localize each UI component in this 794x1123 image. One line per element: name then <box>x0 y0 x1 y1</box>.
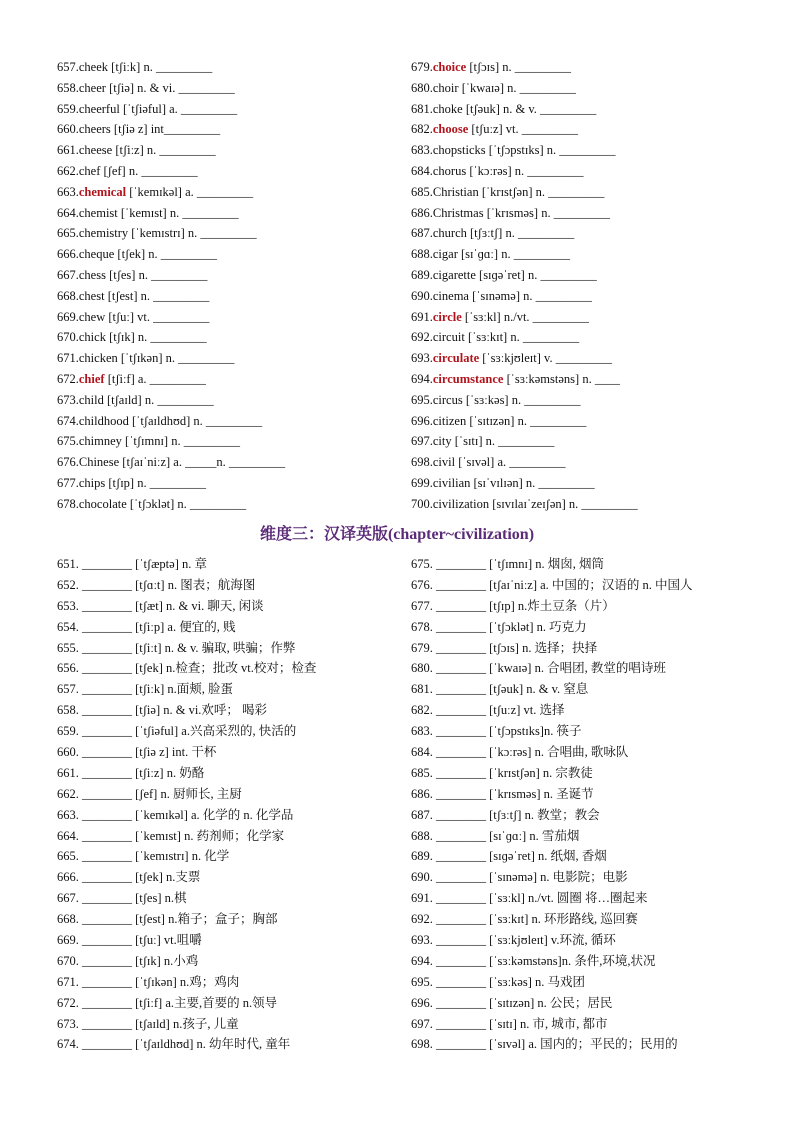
translation-entry: 698. ________ [ˈsɪvəl] a. 国内的；平民的；民用的 <box>411 1037 678 1052</box>
entry-word: cheerful <box>78 101 120 116</box>
translation-entry: 681. ________ [tʃəuk] n. & v. 窒息 <box>411 682 589 697</box>
entry-word: circumstance <box>432 371 504 386</box>
translation-entry: 673. ________ [tʃaɪld] n.孩子, 儿童 <box>57 1016 239 1031</box>
entry-phonetic-and-blank: [ˈkrɪsməs] n. _________ <box>483 205 610 220</box>
entry-phonetic-and-blank: [ˈsɪvəl] a. _________ <box>455 455 566 470</box>
entry-phonetic-and-blank: [tʃiːk] n. _________ <box>108 60 213 74</box>
entry-word: cheek <box>78 60 109 74</box>
translation-entry: 662. ________ [ʃef] n. 厨师长, 主厨 <box>57 786 242 801</box>
word-entry <box>411 78 741 99</box>
entry-word: chips <box>78 475 106 490</box>
entry-word: chef <box>78 163 101 178</box>
entry-phonetic-and-blank: [ˈsɜːkəs] n. _________ <box>462 392 581 407</box>
word-entry <box>411 57 741 78</box>
entry-word: choice <box>432 60 467 74</box>
word-entry <box>411 182 741 203</box>
translation-entry: 694. ________ [ˈsɜːkəmstəns]n. 条件,环境,状况 <box>411 953 656 968</box>
word-entry <box>57 78 387 99</box>
entry-phonetic-and-blank: [sɪˈvɪlɪən] n. _________ <box>470 475 595 490</box>
entry-number: 657. <box>57 60 79 74</box>
entry-number: 688. <box>411 247 433 262</box>
entry-number: 696. <box>411 413 433 428</box>
translation-entry: 672. ________ [tʃiːf] a.主要,首要的 n.领导 <box>57 995 278 1010</box>
entry-number: 691. <box>411 309 433 324</box>
word-entry <box>57 411 387 432</box>
entry-number: 686. <box>411 205 433 220</box>
entry-phonetic-and-blank: [ˈtʃɔklət] n. _________ <box>126 496 247 511</box>
translation-entry: 676. ________ [tʃaɪˈniːz] a. 中国的；汉语的 n. 中国人 <box>411 577 693 592</box>
section-title: 维度三：汉译英版(chapter~civilization) <box>259 526 535 543</box>
entry-phonetic-and-blank: [ˈsɪtɪ] n. _________ <box>451 434 555 449</box>
word-entry <box>57 369 387 390</box>
entry-word: city <box>432 434 452 449</box>
word-entry <box>411 494 741 515</box>
entry-phonetic-and-blank: [tʃiə z] int_________ <box>110 122 221 137</box>
entry-number: 685. <box>411 184 433 199</box>
entry-phonetic-and-blank: [tʃiə] n. & vi. _________ <box>105 80 235 95</box>
entry-word: cheese <box>78 143 113 158</box>
entry-number: 666. <box>57 247 79 262</box>
entry-number: 663. <box>57 184 79 199</box>
bottom-left-word-list <box>57 554 397 1055</box>
translation-entry: 683. ________ [ˈtʃɔpstɪks]n. 筷子 <box>411 724 582 739</box>
translation-entry: 658. ________ [tʃiə] n. & vi.欢呼； 喝彩 <box>57 703 268 718</box>
entry-number: 695. <box>411 392 433 407</box>
translation-entry: 656. ________ [tʃek] n.检查；批改 vt.校对；检查 <box>57 661 317 676</box>
translation-entry: 670. ________ [tʃɪk] n.小鸡 <box>57 953 199 968</box>
entry-word: cheer <box>78 80 106 95</box>
entry-phonetic-and-blank: [sɪvɪlaɪˈzeɪʃən] n. _________ <box>489 496 638 511</box>
entry-phonetic-and-blank: [ˈkemɪstrɪ] n. _________ <box>128 226 257 241</box>
translation-entry: 654. ________ [tʃiːp] a. 便宜的, 贱 <box>57 619 236 634</box>
entry-word: chemical <box>78 184 127 199</box>
translation-entry: 659. ________ [ˈtʃiəful] a.兴高采烈的, 快活的 <box>57 724 297 739</box>
translation-entry: 687. ________ [tʃɜːtʃ] n. 教堂；教会 <box>411 807 600 822</box>
entry-word: civilian <box>432 475 471 490</box>
entry-number: 690. <box>411 288 433 303</box>
translation-entry: 691. ________ [ˈsɜːkl] n./vt. 圆圈 将…圈起来 <box>411 891 648 906</box>
entry-number: 678. <box>57 496 79 511</box>
entry-word: circulate <box>432 351 480 366</box>
entry-number: 659. <box>57 101 79 116</box>
entry-number: 694. <box>411 371 433 386</box>
word-entry <box>411 473 741 494</box>
entry-phonetic-and-blank: [tʃuːz] vt. _________ <box>468 122 579 137</box>
entry-phonetic-and-blank: [tʃɪp] n. _________ <box>105 475 206 490</box>
entry-number: 698. <box>411 455 433 470</box>
word-entry <box>57 286 387 307</box>
translation-entry: 686. ________ [ˈkrɪsməs] n. 圣诞节 <box>411 786 594 801</box>
translation-entry: 667. ________ [tʃes] n.棋 <box>57 891 187 906</box>
entry-word: chocolate <box>78 496 127 511</box>
translation-entry: 671. ________ [ˈtʃɪkən] n.鸡；鸡肉 <box>57 974 240 989</box>
entry-number: 670. <box>57 330 79 345</box>
word-entry <box>411 223 741 244</box>
word-entry <box>57 203 387 224</box>
translation-entry: 685. ________ [ˈkrɪstʃən] n. 宗教徒 <box>411 765 593 780</box>
entry-number: 699. <box>411 475 433 490</box>
translation-entry: 674. ________ [ˈtʃaɪldhʊd] n. 幼年时代, 童年 <box>57 1037 291 1052</box>
translation-entry: 666. ________ [tʃek] n.支票 <box>57 870 201 885</box>
entry-phonetic-and-blank: [tʃest] n. _________ <box>104 288 210 303</box>
translation-entry: 661. ________ [tʃiːz] n. 奶酪 <box>57 765 205 780</box>
translation-entry: 651. ________ [ˈtʃæptə] n. 章 <box>57 557 207 571</box>
top-right-word-list <box>411 57 741 515</box>
entry-number: 661. <box>57 143 79 158</box>
entry-phonetic-and-blank: [tʃes] n. _________ <box>105 267 208 282</box>
entry-word: cheque <box>78 247 115 262</box>
word-entry <box>57 99 387 120</box>
entry-number: 677. <box>57 475 79 490</box>
entry-word: cigarette <box>432 267 476 282</box>
entry-phonetic-and-blank: [ˈkɔːrəs] n. _________ <box>466 163 584 178</box>
word-entry <box>57 452 387 473</box>
entry-number: 672. <box>57 371 79 386</box>
entry-word: choir <box>432 80 459 95</box>
entry-word: childhood <box>78 413 129 428</box>
entry-phonetic-and-blank: [ˈsɜːkjʊleɪt] v. _________ <box>479 351 612 366</box>
entry-word: circle <box>432 309 462 324</box>
word-entry <box>57 57 387 78</box>
entry-word: church <box>432 226 467 241</box>
entry-phonetic-and-blank: [tʃek] n. _________ <box>114 247 218 262</box>
translation-entry: 684. ________ [ˈkɔːrəs] n. 合唱曲, 歌咏队 <box>411 745 629 760</box>
entry-word: choose <box>432 122 469 137</box>
word-entry <box>411 140 741 161</box>
word-entry <box>411 119 741 140</box>
word-entry <box>57 119 387 140</box>
entry-number: 684. <box>411 163 433 178</box>
word-entry <box>411 99 741 120</box>
entry-word: chicken <box>78 351 118 366</box>
word-entry <box>57 182 387 203</box>
word-entry <box>411 161 741 182</box>
word-entry <box>57 494 387 515</box>
entry-word: chemist <box>78 205 118 220</box>
entry-phonetic-and-blank: [ˈsɜːkɪt] n. _________ <box>464 330 580 345</box>
entry-phonetic-and-blank: [ˈkrɪstʃən] n. _________ <box>478 184 605 199</box>
top-left-word-list <box>57 57 387 515</box>
entry-phonetic-and-blank: [tʃɔɪs] n. _________ <box>466 60 572 74</box>
translation-entry: 688. ________ [sɪˈɡɑː] n. 雪茄烟 <box>411 828 580 843</box>
translation-entry: 697. ________ [ˈsɪtɪ] n. 市, 城市, 都市 <box>411 1016 608 1031</box>
entry-number: 673. <box>57 392 79 407</box>
entry-number: 658. <box>57 80 79 95</box>
word-entry <box>411 452 741 473</box>
translation-entry: 663. ________ [ˈkemɪkəl] a. 化学的 n. 化学品 <box>57 807 294 822</box>
entry-word: chopsticks <box>432 143 486 158</box>
entry-number: 660. <box>57 122 79 137</box>
word-entry <box>411 348 741 369</box>
entry-phonetic-and-blank: [tʃɪk] n. _________ <box>105 330 207 345</box>
entry-phonetic-and-blank: [ʃef] n. _________ <box>100 163 198 178</box>
entry-word: chick <box>78 330 106 345</box>
entry-phonetic-and-blank: [tʃəuk] n. & v. _________ <box>462 101 597 116</box>
entry-phonetic-and-blank: [ˈkemɪst] n. _________ <box>117 205 239 220</box>
word-entry <box>411 390 741 411</box>
translation-entry: 664. ________ [ˈkemɪst] n. 药剂师；化学家 <box>57 828 285 843</box>
entry-phonetic-and-blank: [tʃaɪˈniːz] a. _____n. _________ <box>119 455 286 470</box>
entry-word: chorus <box>432 163 467 178</box>
word-entry <box>57 327 387 348</box>
word-entry <box>57 265 387 286</box>
entry-word: chief <box>78 371 105 386</box>
entry-word: chimney <box>78 434 122 449</box>
entry-word: civilization <box>432 496 490 511</box>
entry-phonetic-and-blank: [tʃiːz] n. _________ <box>112 143 216 158</box>
entry-phonetic-and-blank: [tʃuː] vt. _________ <box>105 309 210 324</box>
entry-word: circuit <box>432 330 465 345</box>
entry-phonetic-and-blank: [ˈkemɪkəl] a. _________ <box>126 184 254 199</box>
translation-entry: 655. ________ [tʃiːt] n. & v. 骗取, 哄骗；作弊 <box>57 640 296 655</box>
word-entry <box>57 431 387 452</box>
entry-word: cigar <box>432 247 458 262</box>
word-entry <box>411 411 741 432</box>
translation-entry: 675. ________ [ˈtʃɪmnɪ] n. 烟囱, 烟筒 <box>411 557 605 571</box>
entry-number: 692. <box>411 330 433 345</box>
translation-entry: 677. ________ [tʃɪp] n.炸土豆条（片） <box>411 598 615 613</box>
entry-phonetic-and-blank: [ˈtʃɪmnɪ] n. _________ <box>121 434 240 449</box>
entry-number: 675. <box>57 434 79 449</box>
entry-word: choke <box>432 101 463 116</box>
translation-entry: 695. ________ [ˈsɜːkəs] n. 马戏团 <box>411 974 585 989</box>
translation-entry: 652. ________ [tʃɑːt] n. 图表；航海图 <box>57 577 256 592</box>
entry-number: 700. <box>411 496 433 511</box>
entry-word: chess <box>78 267 106 282</box>
bottom-right-word-list <box>411 554 751 1055</box>
word-entry <box>411 307 741 328</box>
word-entry <box>411 369 741 390</box>
entry-number: 671. <box>57 351 79 366</box>
translation-entry: 689. ________ [sɪɡəˈret] n. 纸烟, 香烟 <box>411 849 607 864</box>
entry-number: 667. <box>57 267 79 282</box>
entry-number: 689. <box>411 267 433 282</box>
entry-phonetic-and-blank: [ˈtʃɪkən] n. _________ <box>117 351 235 366</box>
entry-number: 668. <box>57 288 79 303</box>
translation-entry: 668. ________ [tʃest] n.箱子；盒子；胸部 <box>57 912 278 927</box>
entry-number: 682. <box>411 122 433 137</box>
entry-phonetic-and-blank: [tʃɜːtʃ] n. _________ <box>466 226 575 241</box>
entry-phonetic-and-blank: [ˈsɜːkl] n./vt. _________ <box>461 309 589 324</box>
word-entry <box>57 348 387 369</box>
word-entry <box>57 307 387 328</box>
word-entry <box>411 327 741 348</box>
entry-number: 693. <box>411 351 433 366</box>
entry-number: 669. <box>57 309 79 324</box>
translation-entry: 692. ________ [ˈsɜːkɪt] n. 环形路线, 巡回赛 <box>411 912 638 927</box>
entry-number: 683. <box>411 143 433 158</box>
entry-phonetic-and-blank: [tʃiːf] a. _________ <box>104 371 206 386</box>
translation-entry: 679. ________ [tʃɔɪs] n. 选择；抉择 <box>411 640 598 655</box>
translation-entry: 678. ________ [ˈtʃɔklət] n. 巧克力 <box>411 619 587 634</box>
entry-phonetic-and-blank: [tʃaɪld] n. _________ <box>103 392 214 407</box>
word-entry <box>57 161 387 182</box>
word-entry <box>57 390 387 411</box>
entry-number: 679. <box>411 60 433 74</box>
entry-word: chew <box>78 309 106 324</box>
entry-phonetic-and-blank: [ˈtʃɔpstɪks] n. _________ <box>485 143 616 158</box>
translation-entry: 690. ________ [ˈsɪnəmə] n. 电影院；电影 <box>411 870 628 885</box>
word-entry <box>411 203 741 224</box>
entry-word: circus <box>432 392 463 407</box>
word-entry <box>57 473 387 494</box>
entry-word: child <box>78 392 104 407</box>
entry-phonetic-and-blank: [sɪˈɡɑː] n. _________ <box>457 247 570 262</box>
entry-number: 664. <box>57 205 79 220</box>
entry-word: citizen <box>432 413 467 428</box>
translation-entry: 680. ________ [ˈkwaɪə] n. 合唱团, 教堂的唱诗班 <box>411 661 666 676</box>
entry-word: Christian <box>432 184 479 199</box>
entry-number: 687. <box>411 226 433 241</box>
entry-word: chest <box>78 288 105 303</box>
word-entry <box>411 244 741 265</box>
entry-phonetic-and-blank: [ˈtʃiəful] a. _________ <box>119 101 238 116</box>
word-entry <box>57 140 387 161</box>
translation-entry: 696. ________ [ˈsɪtɪzən] n. 公民；居民 <box>411 995 613 1010</box>
translation-entry: 669. ________ [tʃuː] vt.咀嚼 <box>57 933 202 948</box>
entry-number: 681. <box>411 101 433 116</box>
word-entry <box>411 265 741 286</box>
word-entry <box>411 286 741 307</box>
translation-entry: 653. ________ [tʃæt] n. & vi. 聊天, 闲谈 <box>57 598 264 613</box>
entry-phonetic-and-blank: [ˈsɜːkəmstəns] n. ____ <box>503 371 620 386</box>
word-entry <box>57 223 387 244</box>
entry-phonetic-and-blank: [ˈsɪtɪzən] n. _________ <box>466 413 587 428</box>
translation-entry: 682. ________ [tʃuːz] vt. 选择 <box>411 703 565 718</box>
entry-word: Chinese <box>78 455 120 470</box>
entry-phonetic-and-blank: [ˈtʃaɪldhʊd] n. _________ <box>128 413 263 428</box>
word-entry <box>57 244 387 265</box>
entry-word: Christmas <box>432 205 484 220</box>
translation-entry: 660. ________ [tʃiə z] int. 干杯 <box>57 745 217 760</box>
entry-number: 676. <box>57 455 79 470</box>
translation-entry: 665. ________ [ˈkemɪstrɪ] n. 化学 <box>57 849 230 864</box>
entry-number: 697. <box>411 434 433 449</box>
entry-phonetic-and-blank: [ˈsɪnəmə] n. _________ <box>468 288 592 303</box>
entry-number: 662. <box>57 163 79 178</box>
entry-phonetic-and-blank: [ˈkwaɪə] n. _________ <box>458 80 576 95</box>
translation-entry: 657. ________ [tʃiːk] n.面颊, 脸蛋 <box>57 682 234 697</box>
entry-word: cinema <box>432 288 469 303</box>
entry-phonetic-and-blank: [sɪɡəˈret] n. _________ <box>475 267 597 282</box>
entry-number: 680. <box>411 80 433 95</box>
translation-entry: 693. ________ [ˈsɜːkjʊleɪt] v.环流, 循环 <box>411 933 616 948</box>
entry-number: 665. <box>57 226 79 241</box>
word-entry <box>411 431 741 452</box>
entry-word: chemistry <box>78 226 129 241</box>
entry-word: cheers <box>78 122 111 137</box>
entry-number: 674. <box>57 413 79 428</box>
entry-word: civil <box>432 455 456 470</box>
